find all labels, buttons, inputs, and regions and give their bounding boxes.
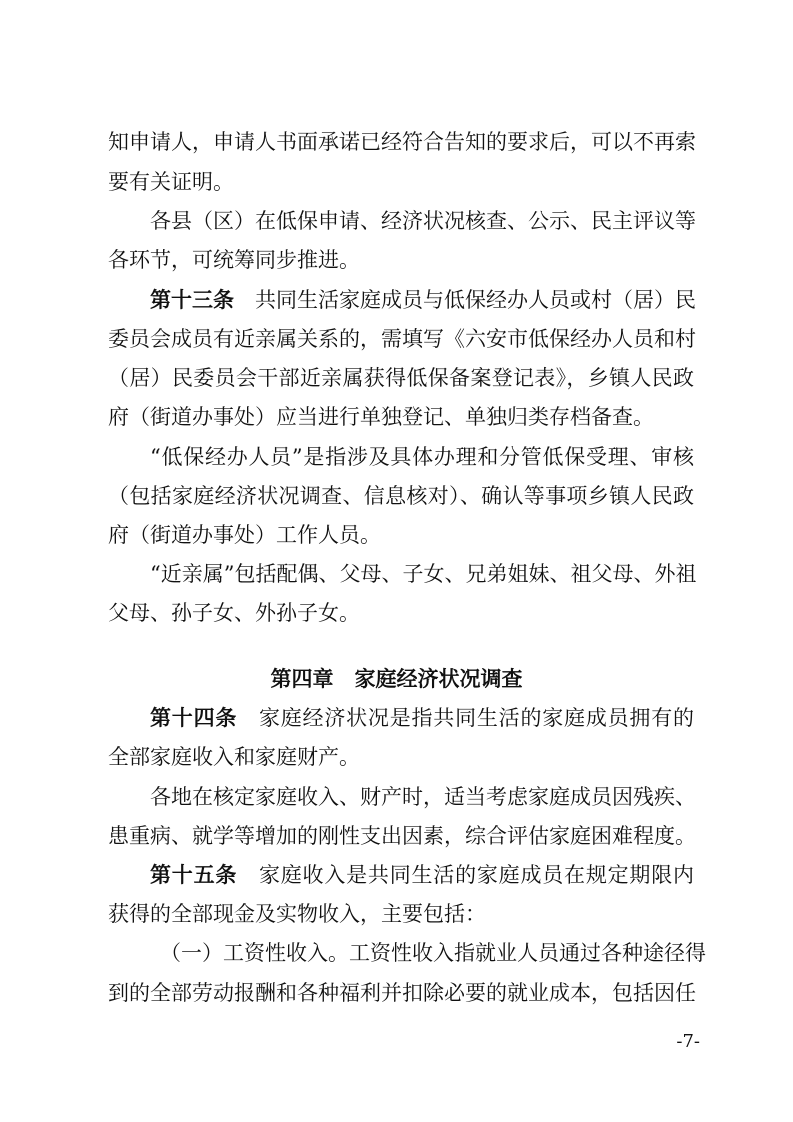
paragraph-line: （包括家庭经济状况调查、信息核对）、确认等事项乡镇人民政 <box>108 484 694 508</box>
paragraph-line: “低保经办人员”是指涉及具体办理和分管低保受理、审核 <box>150 445 694 469</box>
chapter-heading: 第四章 家庭经济状况调查 <box>270 667 523 691</box>
article-13-line: 第十三条 共同生活家庭成员与低保经办人员或村（居）民 <box>150 288 696 312</box>
paragraph-line: 父母、孙子女、外孙子女。 <box>108 601 360 625</box>
paragraph-line: 知申请人，申请人书面承诺已经符合告知的要求后，可以不再索 <box>108 130 696 154</box>
paragraph-line: 府（街道办事处）应当进行单独登记、单独归类存档备查。 <box>108 405 654 429</box>
paragraph-line: 委员会成员有近亲属关系的，需填写《六安市低保经办人员和村 <box>108 327 696 351</box>
page-number: -7- <box>676 1031 700 1052</box>
paragraph-line: 到的全部劳动报酬和各种福利并扣除必要的就业成本，包括因任 <box>108 981 696 1005</box>
paragraph-line: 府（街道办事处）工作人员。 <box>108 523 381 547</box>
paragraph-line: （居）民委员会干部近亲属获得低保备案登记表》，乡镇人民政 <box>108 366 694 390</box>
paragraph-line: 患重病、就学等增加的刚性支出因素，综合评估家庭困难程度。 <box>108 824 696 848</box>
article-15-line: 第十五条 家庭收入是共同生活的家庭成员在规定期限内 <box>150 863 695 887</box>
paragraph-line: 各地在核定家庭收入、财产时，适当考虑家庭成员因残疾、 <box>150 785 696 809</box>
paragraph-line: 各环节，可统筹同步推进。 <box>108 248 360 272</box>
article-number: 第十五条 <box>150 863 238 887</box>
paragraph-line: “近亲属”包括配偶、父母、子女、兄弟姐妹、祖父母、外祖 <box>150 562 697 586</box>
article-number: 第十四条 <box>150 706 238 730</box>
article-number: 第十三条 <box>150 288 234 312</box>
paragraph-line: 获得的全部现金及实物收入，主要包括： <box>108 902 486 926</box>
paragraph-line: 各县（区）在低保申请、经济状况核查、公示、民主评议等 <box>150 209 696 233</box>
paragraph-line: （一）工资性收入。工资性收入指就业人员通过各种途径得 <box>160 941 706 965</box>
paragraph-line: 全部家庭收入和家庭财产。 <box>108 745 360 769</box>
article-14-line: 第十四条 家庭经济状况是指共同生活的家庭成员拥有的 <box>150 706 695 730</box>
paragraph-line: 要有关证明。 <box>108 170 234 194</box>
